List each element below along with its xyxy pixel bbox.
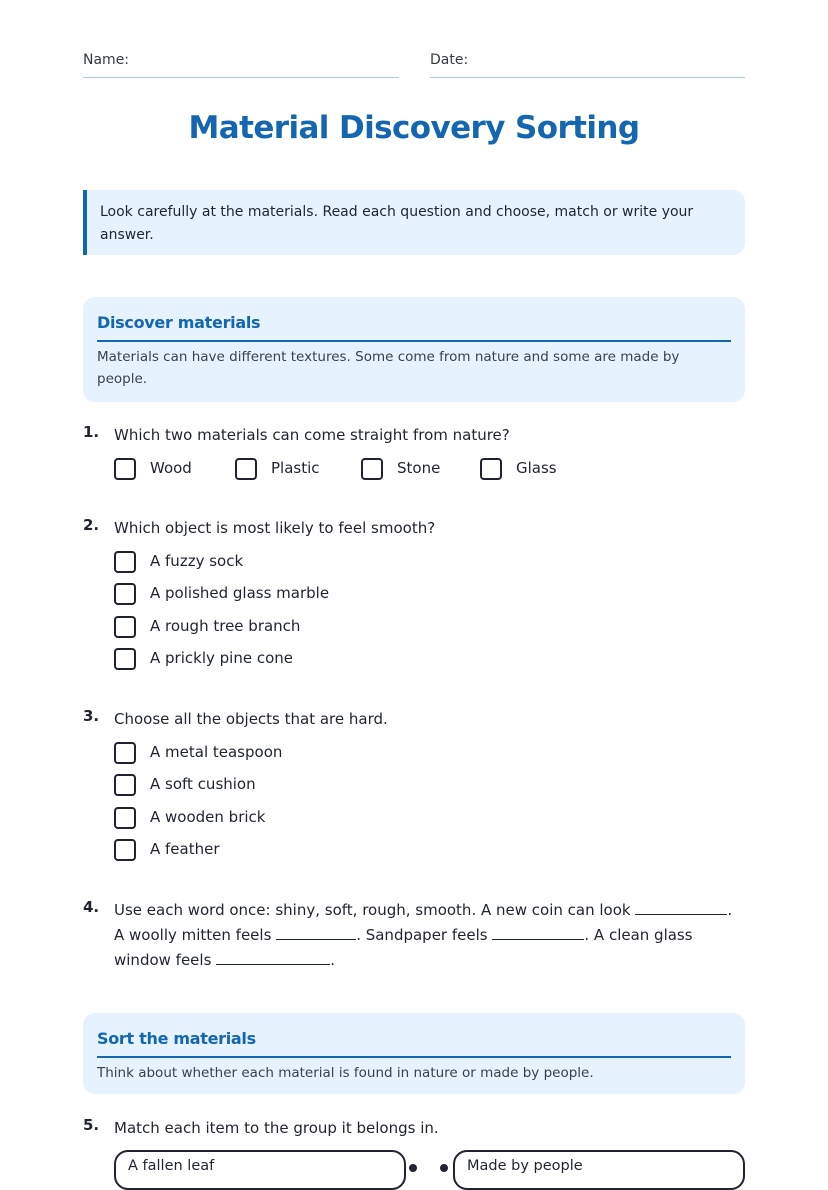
question-number: 1. (83, 423, 100, 441)
question-text: Which object is most likely to feel smooth? (114, 519, 436, 537)
section-title: Discover materials (97, 313, 261, 332)
checkbox[interactable] (114, 551, 136, 573)
checkbox[interactable] (235, 458, 257, 480)
checkbox[interactable] (114, 616, 136, 638)
option-soft-cushion[interactable]: A soft cushion (114, 774, 136, 796)
blank-4[interactable] (216, 950, 330, 965)
date-field[interactable] (430, 52, 745, 78)
question-number: 3. (83, 707, 100, 725)
question-text: Choose all the objects that are hard. (114, 710, 388, 728)
option-fuzzy-sock[interactable]: A fuzzy sock (114, 551, 136, 573)
page-title: Material Discovery Sorting (188, 110, 640, 146)
option-glass-marble[interactable]: A polished glass marble (114, 583, 136, 605)
section-rule (97, 340, 731, 342)
question-number: 4. (83, 898, 100, 916)
section-description: Think about whether each material is found in nature or made by people. (97, 1065, 594, 1081)
option-pine-cone[interactable]: A prickly pine cone (114, 648, 136, 670)
fill-in-text: Use each word once: shiny, soft, rough, smooth. A new coin can look . A woolly mitten feels . Sandpaper feels . A clean glass window feels . (114, 901, 733, 969)
section-description: Materials can have different textures. Some come from nature and some are made by people. (97, 349, 680, 387)
question-text: Match each item to the group it belongs in. (114, 1119, 439, 1137)
option-glass[interactable]: Glass (480, 458, 502, 480)
match-group-right[interactable]: Made by people (453, 1150, 745, 1190)
checkbox[interactable] (114, 583, 136, 605)
checkbox[interactable] (114, 807, 136, 829)
match-item-left[interactable]: A fallen leaf (114, 1150, 406, 1190)
instructions-box (83, 190, 745, 255)
checkbox[interactable] (114, 774, 136, 796)
checkbox[interactable] (480, 458, 502, 480)
option-wood[interactable]: Wood (114, 458, 136, 480)
checkbox[interactable] (114, 839, 136, 861)
option-wooden-brick[interactable]: A wooden brick (114, 807, 136, 829)
option-tree-branch[interactable]: A rough tree branch (114, 616, 136, 638)
question-number: 2. (83, 516, 100, 534)
checkbox[interactable] (114, 648, 136, 670)
date-label: Date: (430, 52, 469, 68)
option-stone[interactable]: Stone (361, 458, 383, 480)
section-rule (97, 1056, 731, 1058)
blank-3[interactable] (492, 925, 584, 940)
option-metal-teaspoon[interactable]: A metal teaspoon (114, 742, 136, 764)
question-1-options (114, 458, 614, 484)
option-feather[interactable]: A feather (114, 839, 136, 861)
section-sort-materials (83, 1013, 745, 1094)
question-number: 5. (83, 1116, 100, 1134)
blank-1[interactable] (635, 900, 727, 915)
instructions-text: Look carefully at the materials. Read each question and choose, match or write your answer. (100, 204, 694, 243)
option-plastic[interactable]: Plastic (235, 458, 257, 480)
name-label: Name: (83, 52, 130, 68)
checkbox[interactable] (361, 458, 383, 480)
section-discover-materials (83, 297, 745, 402)
checkbox[interactable] (114, 742, 136, 764)
checkbox[interactable] (114, 458, 136, 480)
section-title: Sort the materials (97, 1029, 256, 1048)
question-text: Which two materials can come straight from nature? (114, 426, 510, 444)
name-field[interactable] (83, 52, 399, 78)
blank-2[interactable] (276, 925, 356, 940)
